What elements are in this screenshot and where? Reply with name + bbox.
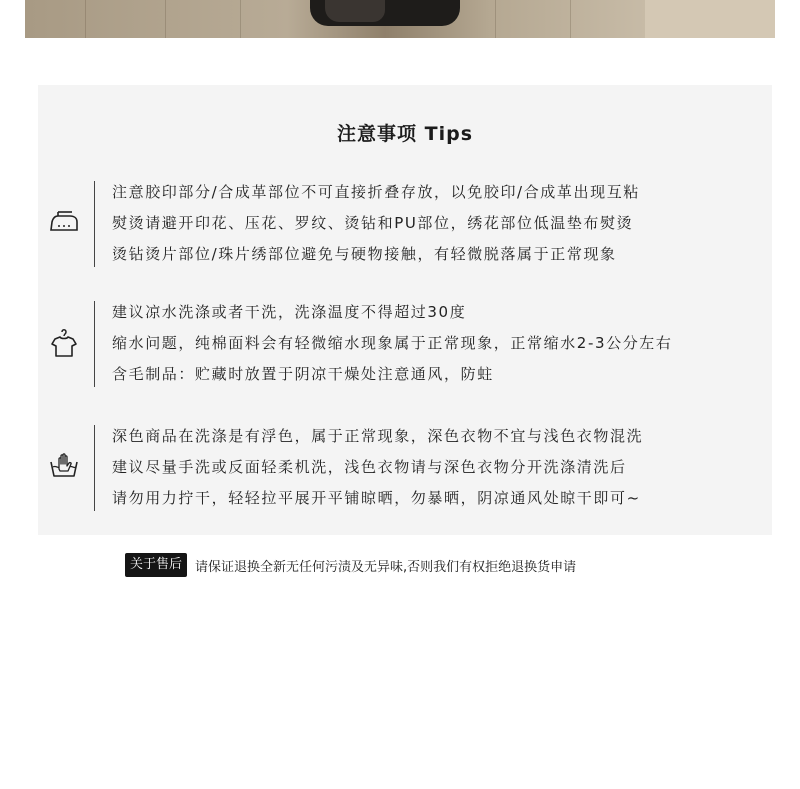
tip-line: 建议凉水洗涤或者干洗，洗涤温度不得超过30度 bbox=[112, 303, 467, 321]
tip-line: 烫钻烫片部位/珠片绣部位避免与硬物接触，有轻微脱落属于正常现象 bbox=[112, 245, 617, 263]
iron-icon bbox=[46, 205, 82, 241]
tip-lines bbox=[112, 177, 640, 270]
divider bbox=[94, 425, 95, 511]
tip-line: 建议尽量手洗或反面轻柔机洗，浅色衣物请与深色衣物分开洗涤清洗后 bbox=[112, 458, 627, 476]
tip-section-dark-colors bbox=[38, 421, 772, 514]
tip-line: 深色商品在洗涤是有浮色，属于正常现象，深色衣物不宜与浅色衣物混洗 bbox=[112, 427, 644, 445]
tip-line: 含毛制品：贮藏时放置于阴凉干燥处注意通风，防蛀 bbox=[112, 365, 494, 383]
tips-title: 注意事项 Tips bbox=[337, 123, 473, 145]
after-sale-notice bbox=[125, 552, 576, 578]
after-sale-text: 请保证退换全新无任何污渍及无异味,否则我们有权拒绝退换货申请 bbox=[195, 559, 577, 575]
tip-lines bbox=[112, 297, 673, 390]
hanging-shirt-icon bbox=[46, 325, 82, 361]
tip-line: 熨烫请避开印花、压花、罗纹、烫钻和PU部位，绣花部位低温垫布熨烫 bbox=[112, 214, 634, 232]
tip-line: 缩水问题，纯棉面料会有轻微缩水现象属于正常现象，正常缩水2-3公分左右 bbox=[112, 334, 673, 352]
tip-line: 请勿用力拧干，轻轻拉平展开平铺晾晒，勿暴晒，阴凉通风处晾干即可~ bbox=[112, 489, 641, 507]
tip-line: 注意胶印部分/合成革部位不可直接折叠存放，以免胶印/合成革出现互粘 bbox=[112, 183, 640, 201]
product-photo-bottom bbox=[25, 0, 775, 38]
divider bbox=[94, 301, 95, 387]
tip-section-washing bbox=[38, 297, 772, 390]
tips-card bbox=[38, 85, 772, 535]
tip-section-ironing bbox=[38, 177, 772, 270]
tip-lines bbox=[112, 421, 643, 514]
after-sale-badge: 关于售后 bbox=[125, 553, 187, 577]
divider bbox=[94, 181, 95, 267]
hand-wash-icon bbox=[46, 447, 82, 483]
